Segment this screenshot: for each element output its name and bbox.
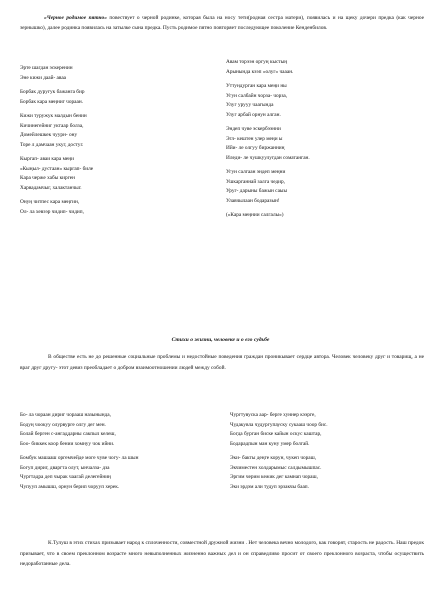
verse-line: Бодуң чоокуу олурвургe олгу дег мен.	[20, 421, 106, 428]
section-title: Стихи о жизни, человеке и о его судьбе	[171, 337, 270, 343]
verse-line: Авам торээн оргуң кыстың	[226, 59, 288, 65]
verse-line: Эки- бакты деңге корун, чукеп чораш,	[230, 455, 317, 461]
stanza	[226, 168, 310, 206]
verse-line: Улуг урууу чаагында	[226, 102, 274, 108]
verse-line: Богда бурган биске кайын оскус каштар,	[230, 431, 322, 437]
section-paragraph-2: К.Тулуш в этих стихах призывает народ к сплоченности, совместной дружной жизни . Нет человека вечно молодого, как говорят, старость не радость. Наш предок призывает, что в своем преклонном возрасте много невыполненных жизненно важных дел и он справедливо просит от своего преклонного возраста, чтобы осуществить недоработанные дела.	[20, 540, 424, 568]
verse-line: Кичинегейниг уктаар болза,	[20, 122, 84, 129]
stanza	[20, 88, 93, 107]
poem2-right-column	[230, 411, 328, 497]
stanza	[226, 58, 310, 77]
stanza	[20, 454, 138, 492]
verse-line: Экчиместен холдарымыс салдымышпас.	[230, 464, 322, 471]
verse-line: Богуп дириг, дваргта олут, ынчалза- дза	[20, 464, 110, 471]
verse-line: Эрте шагдан эскеренин	[20, 65, 73, 71]
verse-line: Борбак дуругук бажанга бир	[20, 89, 85, 95]
verse-line: Ол- ла хевээр чидип- чидип,	[20, 208, 84, 215]
stanza	[226, 82, 310, 120]
verse-line: Борбак кара меңниг чораан.	[20, 98, 83, 105]
verse-line: Чургтувуска аар- берге хуннер кээрге,	[230, 412, 316, 418]
stanza	[20, 64, 93, 83]
intro-title: «Черное родимое пятно»	[44, 15, 107, 21]
verse-line: Улуг арбай орнун алган.	[226, 111, 281, 118]
verse-line: Ийи- ле олгуу биржанниң	[226, 145, 285, 151]
verse-line: Харвадамчыг, халактанчыг.	[20, 184, 82, 191]
verse-line: Боо- биккек коор бении хомнуу чок ийни.	[20, 440, 115, 447]
verse-line: Иледи- ле чушкуулугдан соматанган.	[226, 154, 310, 161]
stanza	[20, 411, 138, 449]
stanza	[226, 125, 310, 163]
verse-line: Уруг- дарыны бажын саыы	[226, 188, 288, 194]
verse-line: Кара черже хабы кирген	[20, 175, 75, 181]
verse-line: Кыргап- аваи кара меңи	[20, 156, 74, 162]
verse-line: «Кыңыл- дустаан» кыргап- биле	[20, 165, 94, 172]
verse-line: Уттундурган кара меңи ны	[226, 83, 287, 89]
verse-line: Бо- ла чораан дириг чорааш назынында,	[20, 412, 111, 418]
stanza	[20, 155, 93, 193]
verse-line: Бодарадпын ман куну умер болгай.	[230, 440, 310, 447]
stanza	[230, 454, 328, 492]
section-paragraph-1: В обществе есть не до решенные социальные проблемы и недостойные поведения граждан проникывает сердце автора. Человек человеку друг и товарищ, а не враг друг другу- этот девиз преобладает о добром взаимоотношении людей между собой.	[20, 354, 424, 371]
intro-paragraph	[20, 14, 424, 33]
stanza	[226, 211, 310, 221]
verse-line: Эки эрдэм али тудуп эрзакчы баап.	[230, 483, 309, 490]
verse-line: Угун салбайн чорза- чорза,	[226, 92, 288, 99]
poem2-left-column	[20, 411, 138, 497]
poem1-left-column	[20, 64, 93, 222]
stanza	[230, 411, 328, 449]
verse-line: Арынында кээп «олуг» чааан.	[226, 68, 294, 75]
verse-line: Эне кижи даай- аваа	[20, 74, 67, 81]
verse-line: Домейлешкек чуурн- ону	[20, 132, 78, 138]
verse-line: Бомбук машааш оргемчейде моге чуве чогу- ла шын	[20, 455, 139, 461]
verse-line: Эгл- кештен улер меңи ы	[226, 135, 283, 142]
verse-line: Онуң читпес кара меңгин,	[20, 199, 80, 205]
verse-line: Болай берген с-ангаддарны сакпыл келеш,	[20, 431, 116, 437]
verse-line: Чургтадра деп чырак чаагай делегейниң	[20, 474, 111, 480]
verse-line: Эндеп чуве эскербээнни	[226, 126, 281, 132]
verse-line: Угун салгаан эндеп меңни	[226, 169, 286, 175]
poem1-right-column	[226, 58, 310, 226]
verse-line: Торе л дамчаан укуг, достуг.	[20, 141, 84, 148]
verse-line: Чудакувла чудургупауску сукааш чоор бис.	[230, 421, 328, 428]
stanza	[20, 112, 93, 150]
verse-line: Улавчылаан бодаразын!	[226, 197, 280, 204]
verse-line: Чупууп амышш, орнун берип чорууп херек.	[20, 483, 120, 490]
verse-line: Эргим черим кежик дег камнап чораш,	[230, 474, 318, 480]
verse-line: Ушкарганнай залга чедир,	[226, 178, 285, 185]
verse-line: («Кара меңнии салгалы»)	[226, 212, 284, 218]
stanza	[20, 198, 93, 217]
intro-text: повествует о черной родинке, которая была на носу тети(родная сестра матери), появилась и на щеку дочери предка (как черное зернышко), далее родинка появилась на затылке сына предка. Пусть родимое пятно повторяет последующее поколение Кенденбилов.	[20, 15, 424, 31]
verse-line: Кижи туружук малдын бенин	[20, 113, 87, 119]
